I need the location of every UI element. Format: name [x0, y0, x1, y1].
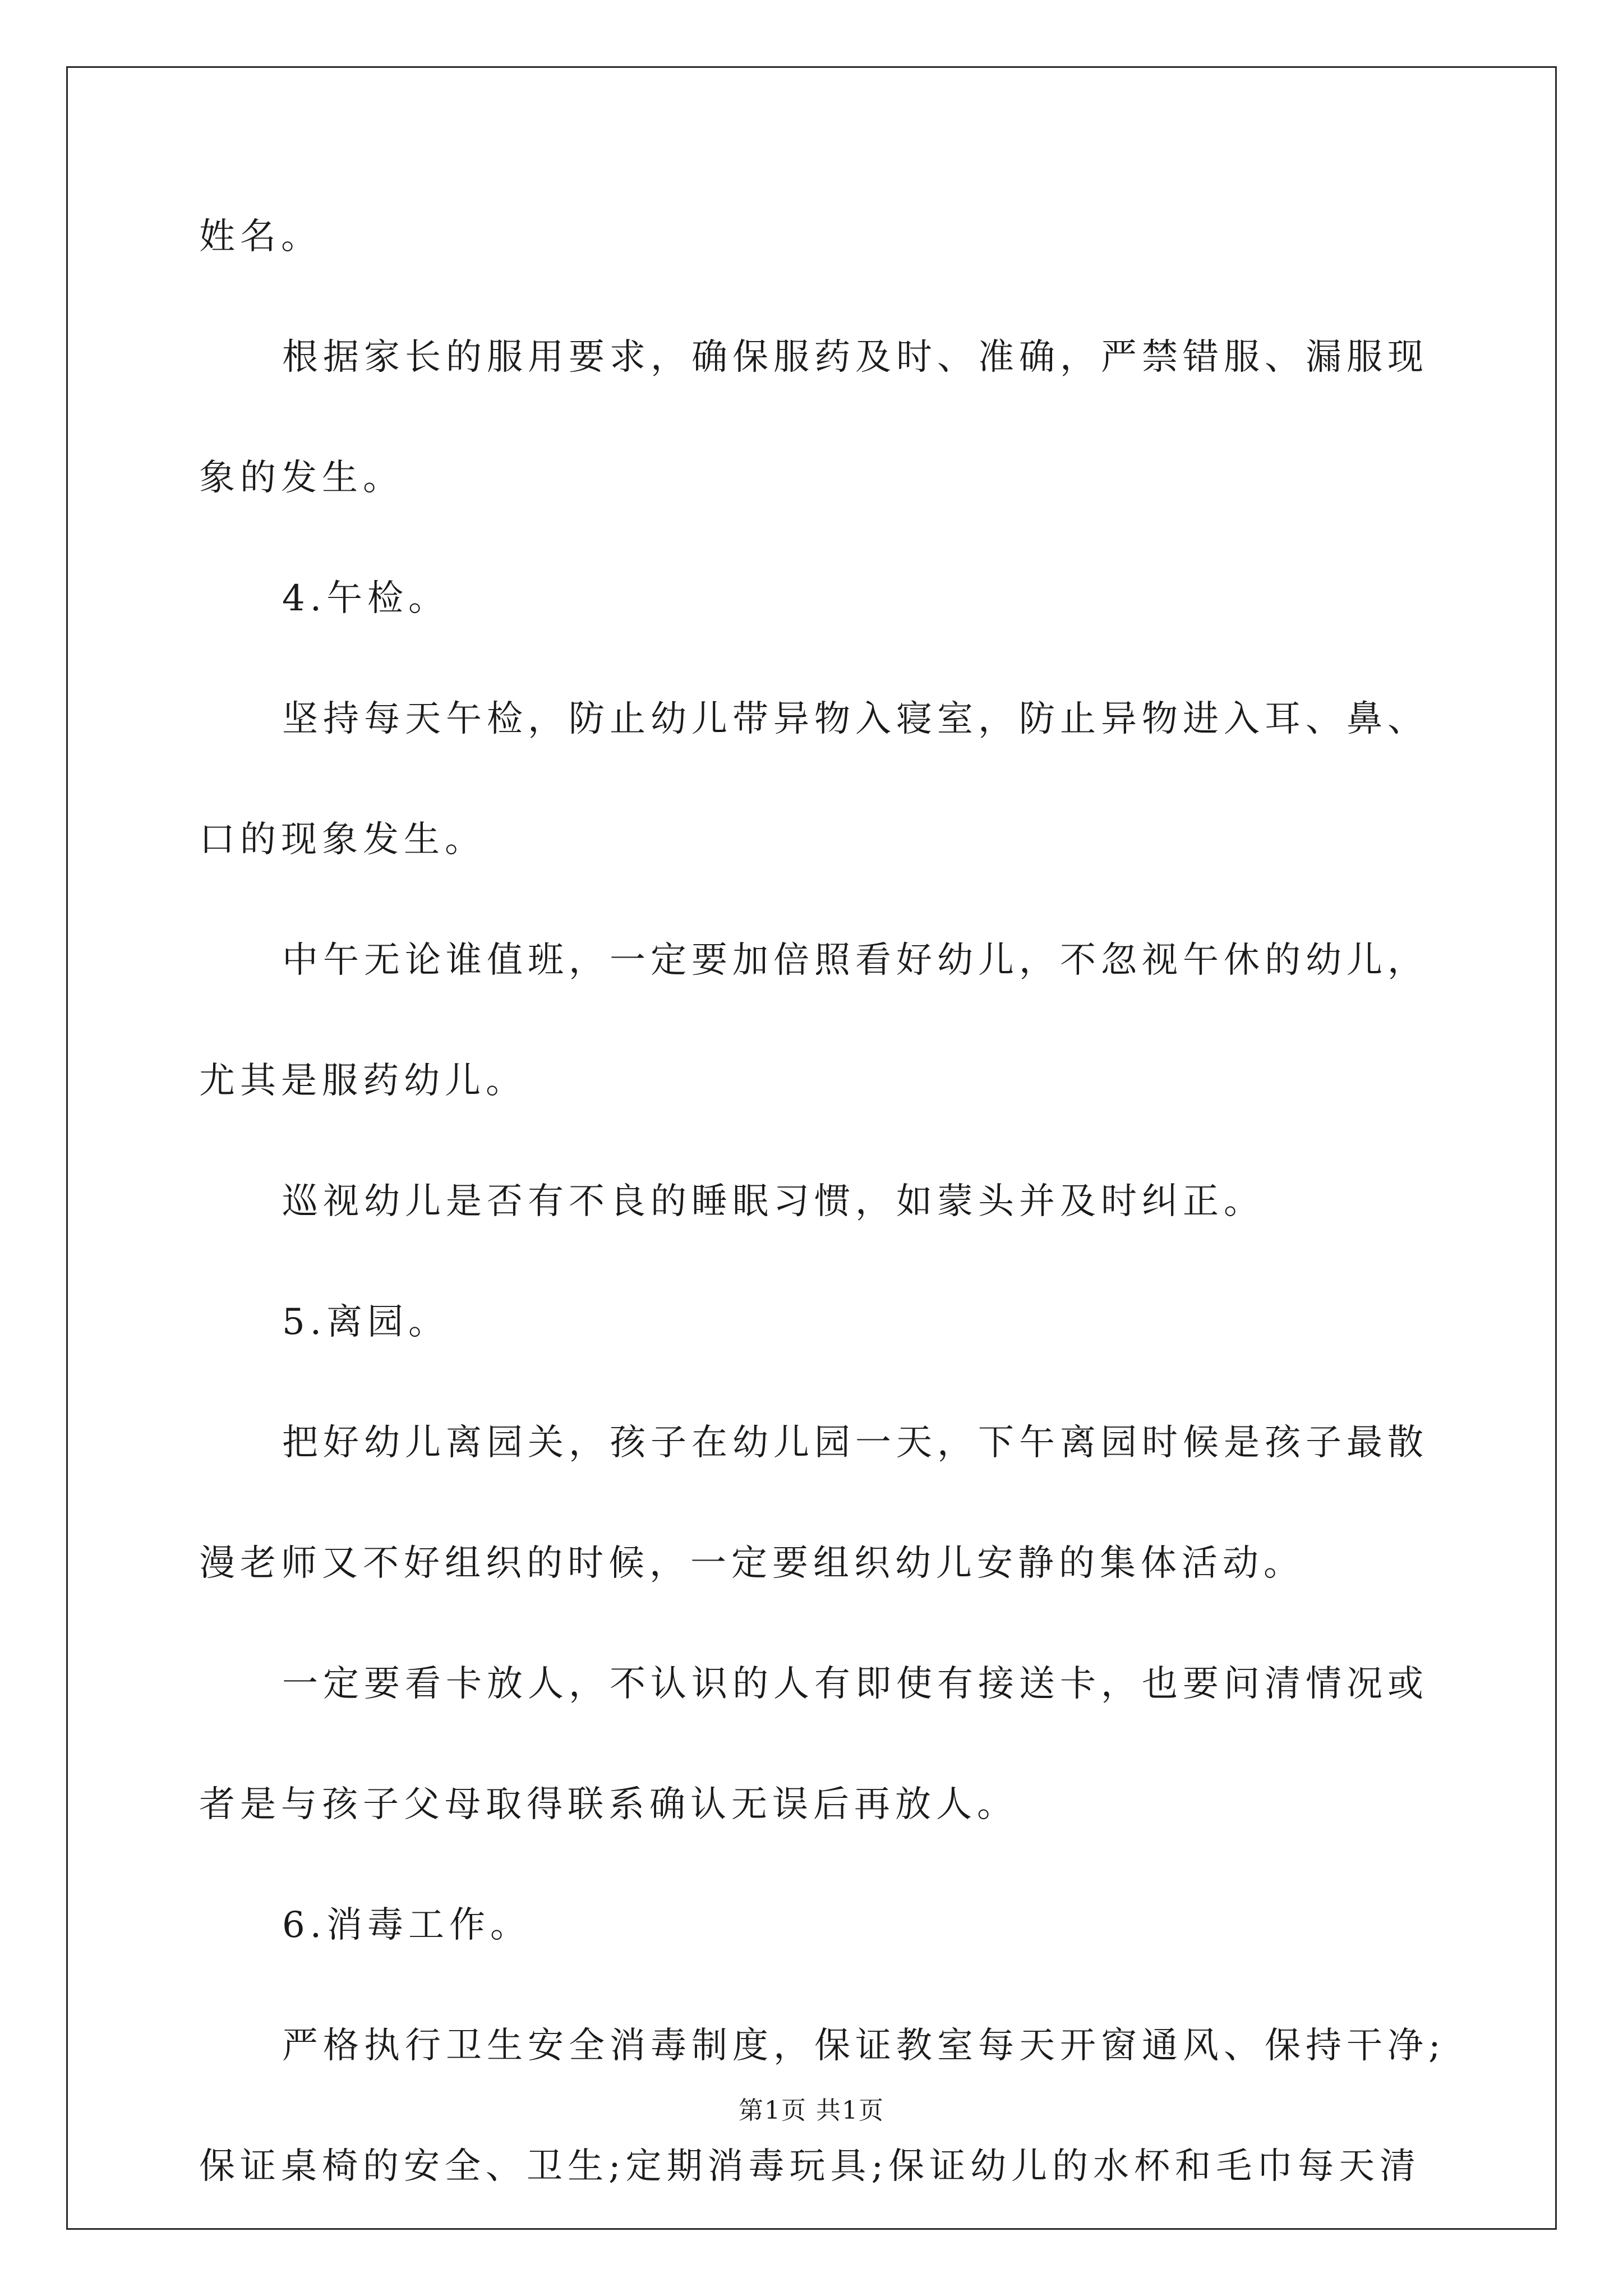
text-line-disinfection-1: 严格执行卫生安全消毒制度，保证教室每天开窗通风、保持干净;	[282, 2025, 1446, 2067]
text-line-disinfection-2: 保证桌椅的安全、卫生;定期消毒玩具;保证幼儿的水杯和毛巾每天清	[199, 2146, 1421, 2187]
text-line-patrol: 巡视幼儿是否有不良的睡眠习惯，如蒙头并及时纠正。	[282, 1181, 1265, 1222]
text-line-pickup-2: 者是与孩子父母取得联系确认无误后再放人。	[199, 1784, 1018, 1825]
text-line-noon-check-1: 坚持每天午检，防止幼儿带异物入寝室，防止异物进入耳、鼻、	[282, 698, 1428, 740]
text-line-medication-2: 象的发生。	[199, 457, 404, 499]
text-line-name: 姓名。	[199, 216, 322, 257]
text-line-pickup-1: 一定要看卡放人，不认识的人有即使有接送卡，也要问清情况或	[282, 1663, 1428, 1705]
text-line-noon-duty-1: 中午无论谁值班，一定要加倍照看好幼儿，不忽视午休的幼儿，	[282, 940, 1428, 981]
page-footer: 第1页 共1页	[739, 2096, 884, 2125]
text-line-noon-check-2: 口的现象发生。	[199, 819, 486, 861]
section-heading-leaving: 5.离园。	[282, 1301, 450, 1343]
text-line-noon-duty-2: 尤其是服药幼儿。	[199, 1060, 527, 1102]
text-line-medication-1: 根据家长的服用要求，确保服药及时、准确，严禁错服、漏服现	[282, 337, 1428, 378]
section-heading-noon-check: 4.午检。	[282, 578, 450, 619]
text-line-leaving-2: 漫老师又不好组织的时候，一定要组织幼儿安静的集体活动。	[199, 1543, 1304, 1584]
section-heading-disinfection: 6.消毒工作。	[282, 1904, 532, 1946]
text-line-leaving-1: 把好幼儿离园关，孩子在幼儿园一天，下午离园时候是孩子最散	[282, 1422, 1428, 1464]
